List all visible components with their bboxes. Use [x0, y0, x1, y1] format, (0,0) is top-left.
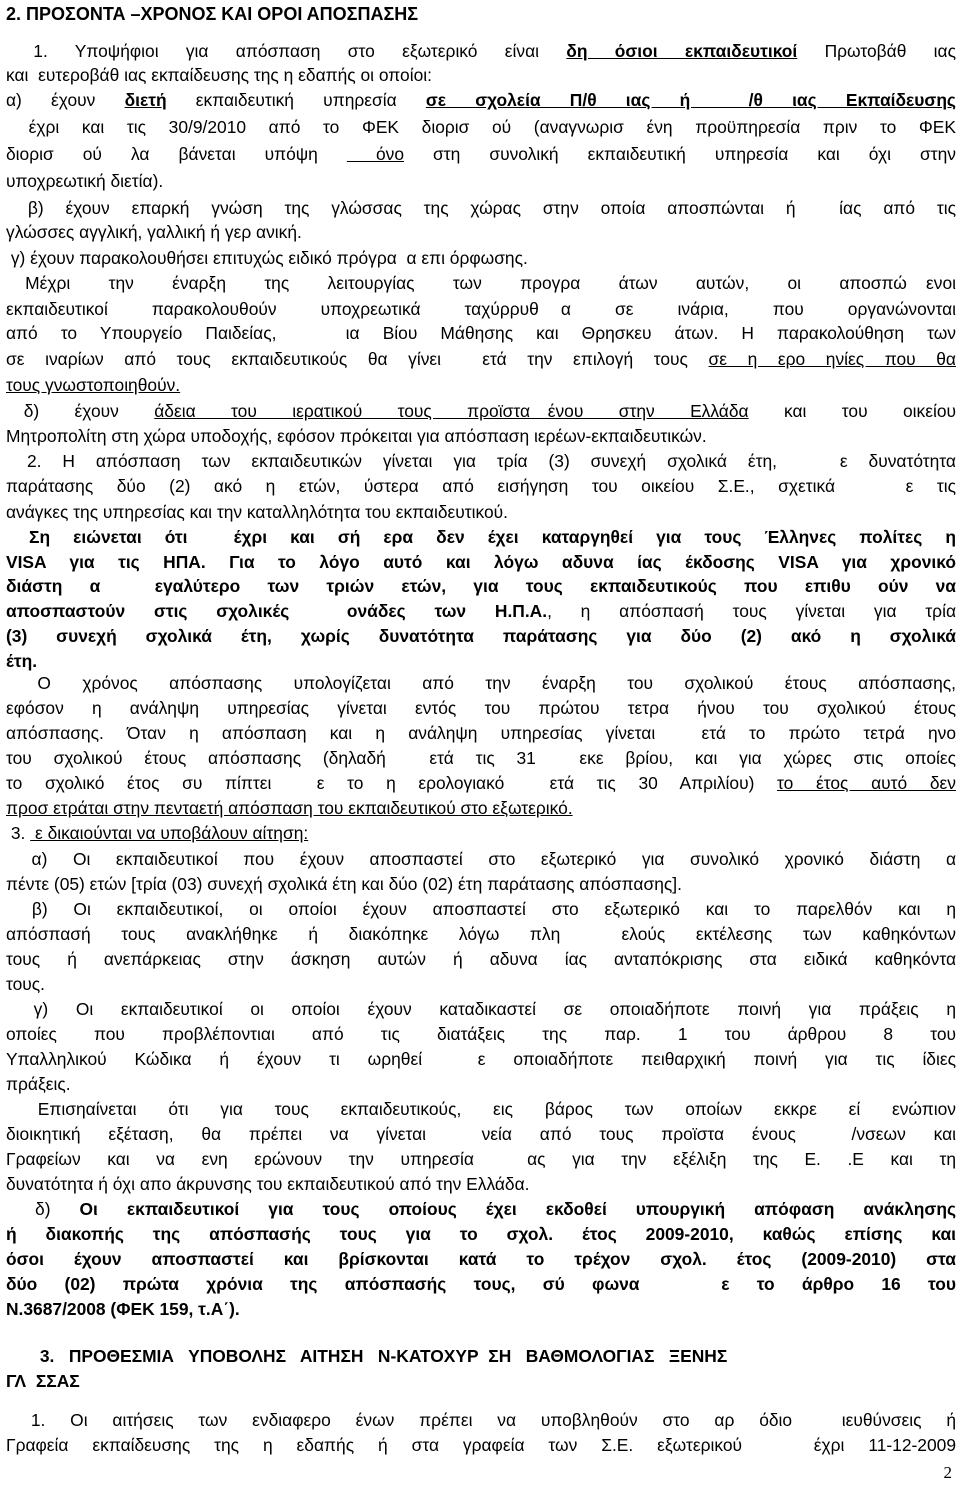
text-span: σε η ερο ηνίες που θα — [708, 349, 956, 369]
text-span: το έτος αυτό δεν — [777, 773, 956, 793]
text-span: αποσπαστούν στις σχολικές ονάδες των Η.Π.Α. — [6, 601, 548, 621]
text-span: , η απόσπασή τους γίνεται για τρία — [547, 601, 956, 621]
para-line: β) έχουν επαρκή γνώση της γλώσσας της χώρας στην οποία αποσπώνται ή ίας από τις — [6, 198, 956, 218]
para-line: του σχολικού έτους απόσπασης (δηλαδή ετά τις 31 εκε βρίου, και για χώρες στις οποίες — [6, 748, 956, 768]
para-line: Υπαλληλικού Κώδικα ή έχουν τι ωρηθεί ε οποιαδήποτε πειθαρχική ποινή για τις ίδιες — [6, 1049, 956, 1069]
para-line: από το Υπουργείο Παιδείας, ια Βίου Μάθησης και Θρησκευ άτων. Η παρακολούθηση των — [6, 323, 956, 343]
para-line: ή διακοπής της απόσπασής τους για το σχολ. έτος 2009-2010, καθώς επίσης και — [6, 1224, 956, 1244]
para-line: δυνατότητα ή όχι απο άκρυνσης του εκπαιδευτικού από την Ελλάδα. — [6, 1174, 530, 1194]
para-line: διοικητική εξέταση, θα πρέπει να γίνεται νεία από τους προϊστα ένους /νσεων και — [6, 1124, 956, 1144]
para-line: VISA για τις ΗΠΑ. Για το λόγο αυτό και λόγω αδυνα ίας έκδοσης VISA για χρονικό — [6, 552, 956, 572]
para-line: Επισηαίνεται ότι για τους εκπαιδευτικούς, εις βάρος των οποίων εκκρε εί ενώπιον — [6, 1099, 956, 1119]
para-line: τους. — [6, 974, 46, 994]
text-span: το σχολικό έτος συ πίπτει ε το η ερολογιακό ετά τις 30 Απριλίου) — [6, 773, 778, 793]
para-line: 2. Η απόσπαση των εκπαιδευτικών γίνεται για τρία (3) συνεχή σχολικά έτη, ε δυνατότητα — [6, 451, 956, 471]
para-line: έτη. — [6, 651, 38, 671]
para-line: απόσπασή τους ανακλήθηκε ή διακόπηκε λόγω πλη ελούς εκτέλεσης των καθηκόντων — [6, 924, 956, 944]
para-line — [6, 89, 956, 111]
para-line: (3) συνεχή σχολικά έτη, χωρίς δυνατότητα παράτασης για δύο (2) ακό η σχολικά — [6, 626, 956, 646]
para-line: απόσπασης. Όταν η απόσπαση και η ανάληψη υπηρεσίας γίνεται ετά το πρώτο τετρά ηνο — [6, 723, 956, 743]
para-line: Μητροπολίτη στη χώρα υποδοχής, εφόσον πρόκειται για απόσπαση ιερέων-εκπαιδευτικών. — [6, 426, 707, 446]
para-line: οποίες που προβλέποντιαι από τις διατάξεις της παρ. 1 του άρθρου 8 του — [6, 1024, 956, 1044]
text-span: σε σχολεία Π/θ ιας ή /θ ιας Εκπαίδευσης — [425, 90, 956, 110]
para-line — [6, 348, 956, 370]
para-line: ανάγκες της υπηρεσίας και την καταλληλότητα του εκπαιδευτικού. — [6, 502, 509, 522]
para-line: β) Οι εκπαιδευτικοί, οι οποίοι έχουν αποσπαστεί στο εξωτερικό και το παρελθόν και η — [6, 899, 956, 919]
text-span: άδεια του ιερατικού τους προϊστα ένου στην Ελλάδα — [154, 401, 749, 421]
para-line — [6, 143, 956, 165]
text-span: διετή — [124, 90, 167, 110]
para-line — [6, 600, 956, 622]
para-line: διάστη α εγαλύτερο των τριών ετών, για τους εκπαιδευτικούς που επιθυ ούν να — [6, 576, 956, 596]
section-heading: 2. ΠΡΟΣΟΝΤΑ –ΧΡΟΝΟΣ ΚΑΙ ΟΡΟΙ ΑΠΟΣΠΑΣΗΣ — [6, 4, 419, 24]
para-line — [6, 40, 956, 62]
para-line — [6, 772, 956, 794]
para-line: γ) έχουν παρακολουθήσει επιτυχώς ειδικό πρόγρα α επι όρφωσης. — [6, 248, 528, 268]
text-span: Οι εκπαιδευτικοί για τους οποίους έχει εκδοθεί υπουργική απόφαση ανάκλησης — [79, 1199, 956, 1219]
para-line: Ν.3687/2008 (ΦΕΚ 159, τ.Α΄). — [6, 1299, 240, 1319]
para-line: γ) Οι εκπαιδευτικοί οι οποίοι έχουν καταδικαστεί σε οποιαδήποτε ποινή για πράξεις η — [6, 999, 956, 1019]
text-span: Πρωτοβάθ ιας — [797, 41, 956, 61]
text-span: 3. — [6, 823, 31, 843]
para-line: όσοι έχουν αποσπαστεί και βρίσκονται κατά το τρέχον σχολ. έτος (2009-2010) στα — [6, 1249, 956, 1269]
para-line: γλώσσες αγγλική, γαλλική ή γερ ανική. — [6, 222, 302, 242]
section-heading-line: 3. ΠΡΟΘΕΣΜΙΑ ΥΠΟΒΟΛΗΣ ΑΙΤΗΣΗ Ν-ΚΑΤΟΧΥΡ ΣΗ ΒΑΘΜΟΛΟΓΙΑΣ ΞΕΝΗΣ — [6, 1346, 728, 1366]
para-line — [6, 400, 956, 422]
para-line — [6, 822, 956, 844]
text-span: δη όσιοι εκπαιδευτικοί — [566, 41, 798, 61]
text-span: εκπαιδευτική υπηρεσία — [166, 90, 426, 110]
para-line: τους γνωστοποιηθούν. — [6, 375, 181, 395]
section-heading-line: ΓΛ ΣΣΑΣ — [6, 1371, 80, 1391]
para-line: υποχρεωτική διετία). — [6, 171, 164, 191]
para-line: δύο (02) πρώτα χρόνια της απόσπασής τους, σύ φωνα ε το άρθρο 16 του — [6, 1274, 956, 1294]
para-line: και ευτεροβάθ ιας εκπαίδευσης της η εδαπής οι οποίοι: — [6, 65, 432, 85]
text-span: όνο — [346, 144, 404, 164]
text-span: δ) έχουν — [6, 401, 155, 421]
para-line: Γραφείων και να ενη ερώνουν την υπηρεσία ας για την εξέλιξη της Ε. .Ε και τη — [6, 1149, 956, 1169]
para-line: Ση ειώνεται ότι έχρι και σή ερα δεν έχει καταργηθεί για τους Έλληνες πολίτες η — [6, 527, 956, 547]
para-line: τους ή ανεπάρκειας στην άσκηση αυτών ή αδυνα ίας ανταπόκρισης στα ειδικά καθηκόντα — [6, 949, 956, 969]
para-line: α) Οι εκπαιδευτικοί που έχουν αποσπαστεί στο εξωτερικό για συνολικό χρονικό διάστη α — [6, 849, 956, 869]
text-span: δ) — [6, 1199, 80, 1219]
text-span: ε δικαιούνται να υποβάλουν αίτηση: — [30, 823, 309, 843]
para-line: πράξεις. — [6, 1074, 71, 1094]
text-span: διορισ ού λα βάνεται υπόψη — [6, 144, 347, 164]
page-number: 2 — [943, 1463, 952, 1482]
para-line: Ο χρόνος απόσπασης υπολογίζεται από την έναρξη του σχολικού έτους απόσπασης, — [6, 673, 956, 693]
para-line: παράτασης δύο (2) ακό η ετών, ύστερα από εισήγηση του οικείου Σ.Ε., σχετικά ε τις — [6, 476, 956, 496]
text-span: α) έχουν — [6, 90, 125, 110]
para-line: Μέχρι την έναρξη της λειτουργίας των προγρα άτων αυτών, οι αποσπώ ενοι — [6, 273, 956, 293]
para-line: εκπαιδευτικοί παρακολουθούν υποχρεωτικά ταχύρρυθ α σε ινάρια, που οργανώνονται — [6, 299, 956, 319]
para-line: Γραφεία εκπαίδευσης της η εδαπής ή στα γραφεία των Σ.Ε. εξωτερικού έχρι 11-12-2009 — [6, 1435, 956, 1455]
para-line: προσ ετράται στην πενταετή απόσπαση του εκπαιδευτικού στο εξωτερικό. — [6, 798, 573, 818]
text-span: και του οικείου — [748, 401, 956, 421]
para-line — [6, 1198, 956, 1220]
text-span: σε ιναρίων από τους εκπαιδευτικούς θα γίνει ετά την επιλογή τους — [6, 349, 709, 369]
para-line: εφόσον η ανάληψη υπηρεσίας γίνεται εντός του πρώτου τετρα ήνου του σχολικού έτους — [6, 698, 956, 718]
para-line: πέντε (05) ετών [τρία (03) συνεχή σχολικά έτη και δύο (02) έτη παράτασης απόσπασης]. — [6, 874, 682, 894]
text-span: στη συνολική εκπαιδευτική υπηρεσία και όχι στην — [404, 144, 956, 164]
text-span: 1. Υποψήφιοι για απόσπαση στο εξωτερικό είναι — [6, 41, 567, 61]
para-line: έχρι και τις 30/9/2010 από το ΦΕΚ διορισ ού (αναγνωρισ ένη προϋπηρεσία πριν το ΦΕΚ — [6, 117, 956, 137]
para-line: 1. Οι αιτήσεις των ενδιαφερο ένων πρέπει να υποβληθούν στο αρ όδιο ιευθύνσεις ή — [6, 1410, 956, 1430]
